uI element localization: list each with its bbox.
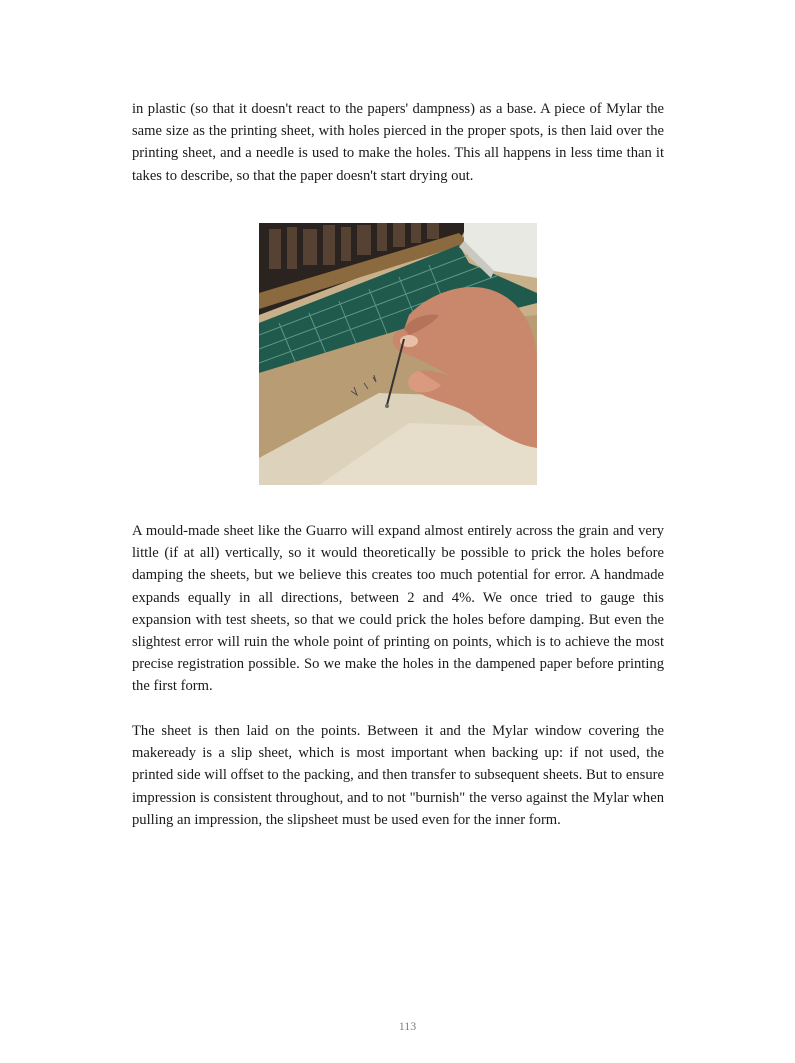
photo-hand-pricking-holes [259, 223, 537, 485]
page-number: 113 [398, 1019, 417, 1033]
photo-illustration [259, 223, 537, 485]
paragraph-sheet-expansion: A mould-made sheet like the Guarro will expand almost entirely across the grain and very little (if at all) vertically, so it would theoretically be possible to prick the holes before damping the sheets, but we believe this creates too much potential for error. A handmade expands equally in all directions, between 2 and 4%. We once tried to gauge this expansion with test sheets, so that we could prick the holes before damping. But even the slightest error will ruin the whole point of printing on points, which is to achieve the most precise registration possible. So we make the holes in the dampened paper before printing the first form. [132, 523, 664, 695]
paragraph-mylar-holes: in plastic (so that it doesn't react to the papers' dampness) as a base. A piece of Mylar the same size as the printing sheet, with holes pierced in the proper spots, is then laid over the printing sheet, and a needle is used to make the holes. This all happens in less time than it takes to describe, so that the paper doesn't start drying out. [132, 101, 664, 184]
paragraph-slip-sheet: The sheet is then laid on the points. Between it and the Mylar window covering the makeready is a slip sheet, which is most important when backing up: if not used, the printed side will offset to the packing, and then transfer to subsequent sheets. But to ensure impression is consistent throughout, and to not "burnish" the verso against the Mylar when pulling an impression, the slipsheet must be used even for the inner form. [132, 723, 664, 828]
